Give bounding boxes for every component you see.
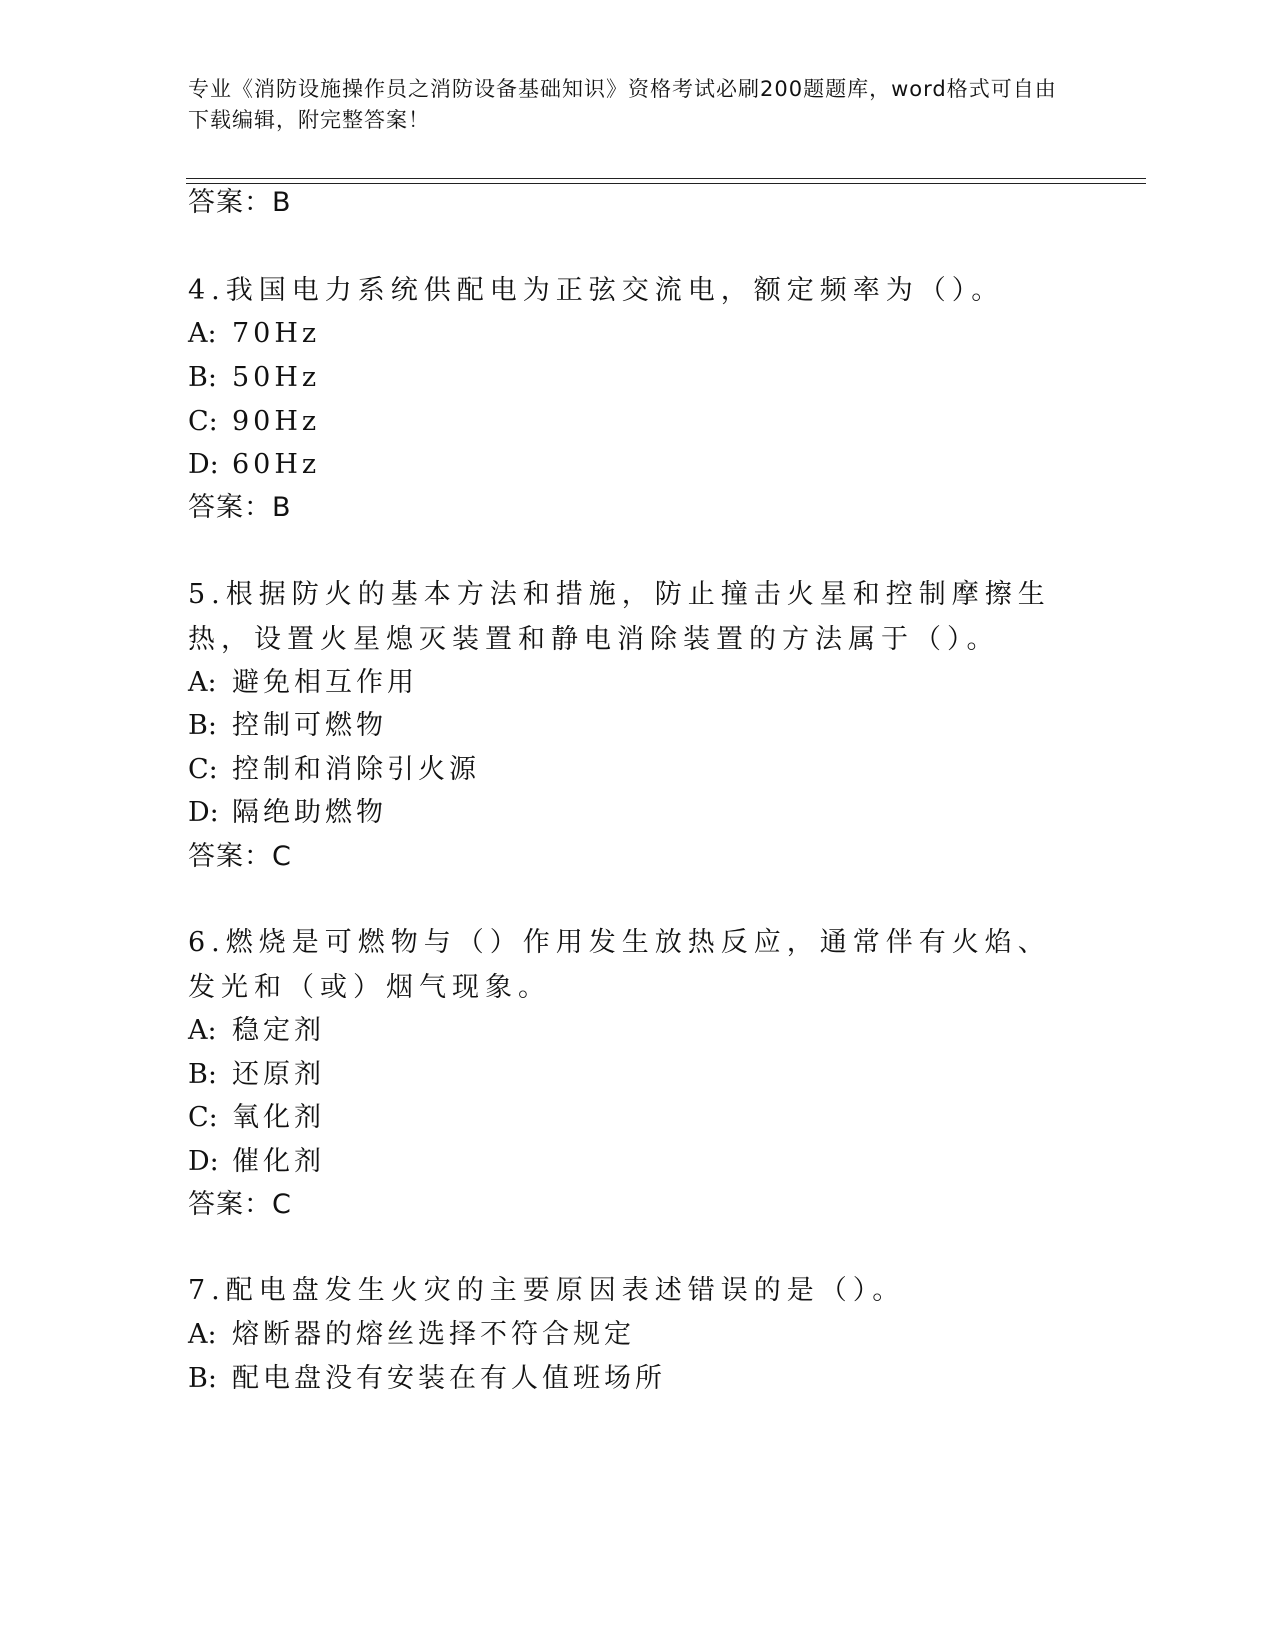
option-letter: A: xyxy=(188,1319,217,1350)
option-text: 50Hz xyxy=(232,362,321,393)
option-letter: C: xyxy=(188,754,218,785)
option-text: 90Hz xyxy=(232,406,321,437)
answer-label: 答案：C xyxy=(188,1189,292,1220)
answer-label: 答案：C xyxy=(188,841,292,872)
option-b xyxy=(188,363,320,393)
option-d xyxy=(188,798,387,828)
option-text: 氧化剂 xyxy=(232,1102,325,1133)
answer-label: 答案：B xyxy=(188,187,292,218)
option-a xyxy=(188,1320,635,1350)
option-letter: B: xyxy=(188,362,217,393)
option-d xyxy=(188,450,320,480)
option-text: 控制可燃物 xyxy=(232,710,387,741)
option-text: 配电盘没有安装在有人值班场所 xyxy=(232,1363,666,1394)
option-a xyxy=(188,1016,325,1046)
option-text: 70Hz xyxy=(232,318,321,349)
question-stem: 7.配电盘发生火灾的主要原因表述错误的是（）。 xyxy=(188,1275,906,1306)
option-letter: A: xyxy=(188,667,217,698)
option-d xyxy=(188,1147,325,1177)
option-letter: D: xyxy=(188,449,219,480)
option-text: 60Hz xyxy=(232,449,321,480)
option-b xyxy=(188,711,387,741)
option-text: 隔绝助燃物 xyxy=(232,797,387,828)
option-text: 稳定剂 xyxy=(232,1015,325,1046)
option-letter: B: xyxy=(188,1059,217,1090)
option-text: 还原剂 xyxy=(232,1059,325,1090)
option-b xyxy=(188,1364,666,1394)
question-stem: 5.根据防火的基本方法和措施，防止撞击火星和控制摩擦生热，设置火星熄灭装置和静电消除装置的方法属于（）。 xyxy=(188,579,1051,655)
option-text: 催化剂 xyxy=(232,1146,325,1177)
header-divider-secondary xyxy=(186,183,1146,184)
option-text: 控制和消除引火源 xyxy=(232,754,480,785)
option-text: 避免相互作用 xyxy=(232,667,418,698)
question-stem: 6.燃烧是可燃物与（）作用发生放热反应，通常伴有火焰、发光和（或）烟气现象。 xyxy=(188,927,1051,1003)
header-divider xyxy=(186,178,1146,179)
option-c xyxy=(188,407,320,437)
option-a xyxy=(188,319,320,349)
option-letter: A: xyxy=(188,1015,217,1046)
option-letter: D: xyxy=(188,1146,219,1177)
option-letter: B: xyxy=(188,710,217,741)
option-letter: C: xyxy=(188,406,218,437)
option-letter: A: xyxy=(188,318,217,349)
answer-label: 答案：B xyxy=(188,492,292,523)
question-stem: 4.我国电力系统供配电为正弦交流电，额定频率为（）。 xyxy=(188,275,1005,306)
option-text: 熔断器的熔丝选择不符合规定 xyxy=(232,1319,635,1350)
document-header: 专业《消防设施操作员之消防设备基础知识》资格考试必刷200题题库，word格式可自由下载编辑，附完整答案！ xyxy=(188,77,1057,132)
option-c xyxy=(188,755,480,785)
option-letter: D: xyxy=(188,797,219,828)
option-c xyxy=(188,1103,325,1133)
option-b xyxy=(188,1060,325,1090)
option-letter: C: xyxy=(188,1102,218,1133)
option-letter: B: xyxy=(188,1363,217,1394)
option-a xyxy=(188,668,418,698)
